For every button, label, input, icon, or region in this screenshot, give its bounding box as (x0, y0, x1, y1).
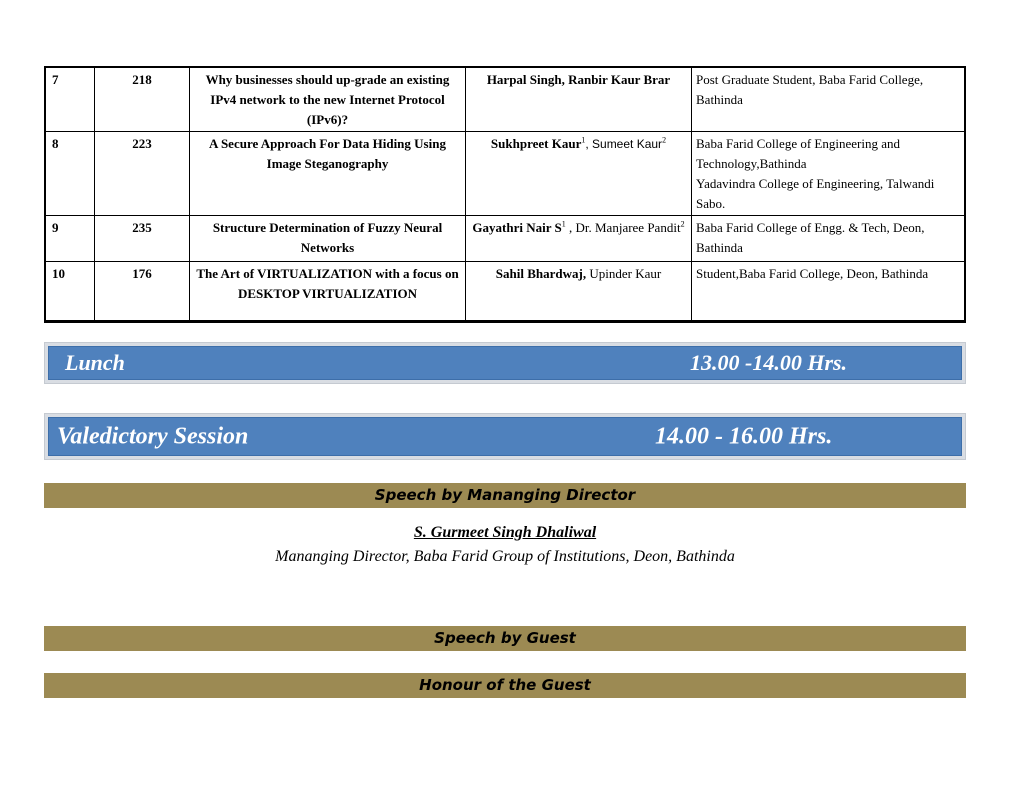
paper-id: 218 (95, 67, 190, 131)
lunch-bar-fill (48, 346, 962, 380)
speech-md-heading: Speech by Mananging Director (44, 483, 966, 508)
paper-id: 176 (95, 261, 190, 321)
papers-table (44, 66, 966, 323)
honour-guest-heading: Honour of the Guest (44, 673, 966, 698)
author-sup: 2 (680, 219, 685, 229)
paper-title: Structure Determination of Fuzzy Neural Networks (190, 215, 466, 261)
paper-institution (692, 67, 966, 131)
paper-title: A Secure Approach For Data Hiding Using Image Steganography (190, 131, 466, 215)
institution-line: Post Graduate Student, Baba Farid College, Bathinda (696, 72, 924, 107)
table-row (45, 261, 965, 321)
paper-authors (466, 261, 692, 321)
valedictory-bar-fill (48, 417, 962, 456)
paper-number: 8 (45, 131, 95, 215)
paper-institution (692, 261, 966, 321)
paper-institution (692, 215, 966, 261)
paper-title: The Art of VIRTUALIZATION with a focus on DESKTOP VIRTUALIZATION (190, 261, 466, 321)
paper-number: 7 (45, 67, 95, 131)
author-rest: , Sumeet Kaur (585, 136, 663, 151)
paper-number: 10 (45, 261, 95, 321)
paper-number: 9 (45, 215, 95, 261)
institution-line: Student,Baba Farid College, Deon, Bathinda (696, 265, 929, 281)
author-sup: 2 (662, 135, 667, 145)
institution-line: Yadavindra College of Engineering, Talwandi Sabo. (696, 175, 935, 211)
author-main: Harpal Singh, Ranbir Kaur Brar (486, 72, 671, 87)
table-row (45, 131, 965, 215)
speech-guest-heading: Speech by Guest (44, 626, 966, 651)
paper-id: 235 (95, 215, 190, 261)
author-main: Sukhpreet Kaur (490, 135, 582, 151)
author-sup: 1 (581, 135, 586, 145)
valedictory-session-bar (44, 413, 966, 460)
table-row (45, 67, 965, 131)
valedictory-time: 14.00 - 16.00 Hrs. (655, 423, 833, 449)
author-rest: , Dr. Manjaree Pandit (565, 219, 681, 235)
paper-id: 223 (95, 131, 190, 215)
paper-institution (692, 131, 966, 215)
lunch-bar (44, 342, 966, 384)
table-row (45, 215, 965, 261)
author-main: Sahil Bhardwaj, (495, 265, 587, 281)
valedictory-label: Valedictory Session (57, 423, 249, 449)
paper-authors (466, 67, 692, 131)
author-rest: Upinder Kaur (586, 265, 662, 281)
paper-authors (466, 131, 692, 215)
speaker-role: Mananging Director, Baba Farid Group of Institutions, Deon, Bathinda (275, 548, 735, 565)
paper-title: Why businesses should up-grade an existing IPv4 network to the new Internet Protocol (IPv6)? (190, 67, 466, 131)
institution-line: Baba Farid College of Engineering and Technology,Bathinda (696, 135, 900, 171)
lunch-label: Lunch (65, 350, 125, 375)
paper-authors (466, 215, 692, 261)
lunch-time: 13.00 -14.00 Hrs. (690, 350, 848, 375)
author-sup: 1 (561, 219, 566, 229)
institution-line: Baba Farid College of Engg. & Tech, Deon, Bathinda (696, 219, 925, 255)
speaker-name: S. Gurmeet Singh Dhaliwal (413, 524, 597, 541)
author-main: Gayathri Nair S (472, 219, 562, 235)
